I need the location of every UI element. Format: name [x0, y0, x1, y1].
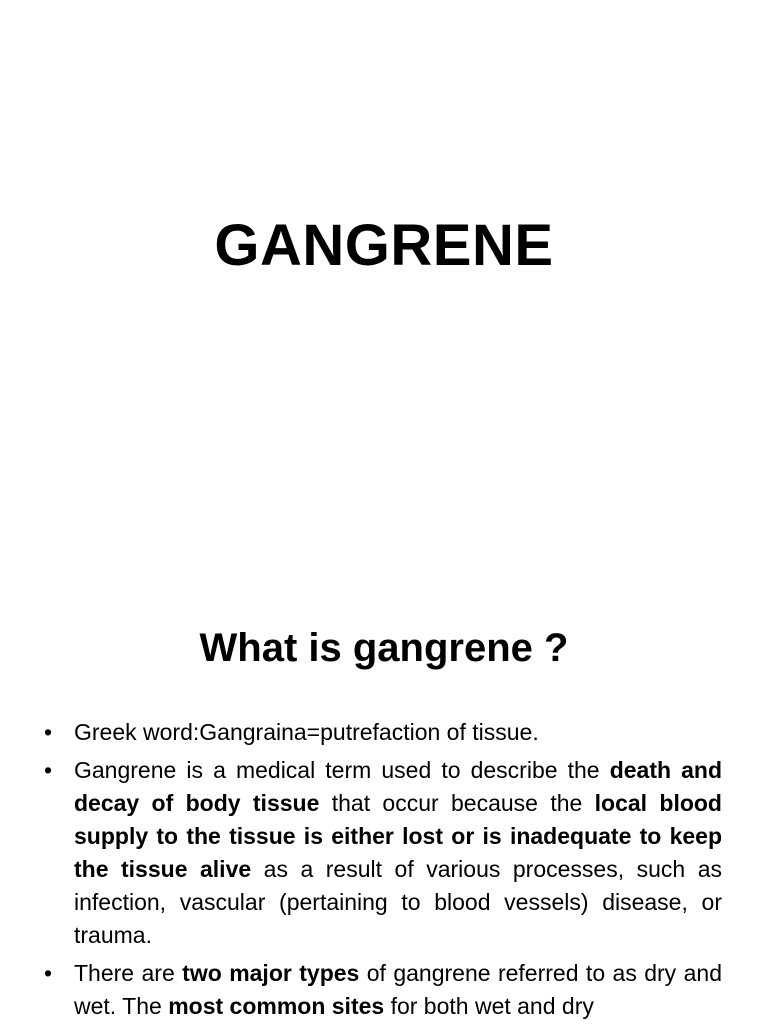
- slide-heading: What is gangrene ?: [199, 626, 569, 670]
- slide-what-is-gangrene: [0, 576, 768, 1024]
- bullet-dot-icon: •: [44, 757, 53, 783]
- bullet-bold-text: two major types: [182, 960, 360, 986]
- bullet-text: for both wet and dry: [384, 993, 594, 1019]
- bullet-text: that occur because the: [319, 790, 595, 816]
- bullet-text: There are: [74, 960, 183, 986]
- bullet-item: [44, 754, 722, 952]
- bullet-dot-icon: •: [44, 960, 53, 986]
- bullet-bold-text: most common sites: [168, 993, 385, 1019]
- bullet-text: Gangrene is a medical term used to describe the: [74, 757, 610, 783]
- slide-title-heading: GANGRENE: [214, 213, 554, 278]
- bullet-item: [44, 957, 722, 1023]
- bullet-bold-text: death and decay of body tissue: [74, 757, 723, 816]
- bullet-bold-text: local blood supply to the tissue is either lost or is inadequate to keep the tissue alive: [74, 790, 722, 882]
- bullet-text: Greek word:Gangraina=putrefaction of tissue.: [74, 719, 539, 745]
- bullet-dot-icon: •: [44, 719, 53, 745]
- bullet-text: of gangrene referred to as dry and wet. The: [74, 960, 722, 1019]
- bullet-text: as a result of various processes, such as infection, vascular (pertaining to blood vessels) disease, or trauma.: [74, 856, 722, 948]
- bullet-item: [44, 716, 722, 749]
- bullet-list: [44, 716, 722, 1028]
